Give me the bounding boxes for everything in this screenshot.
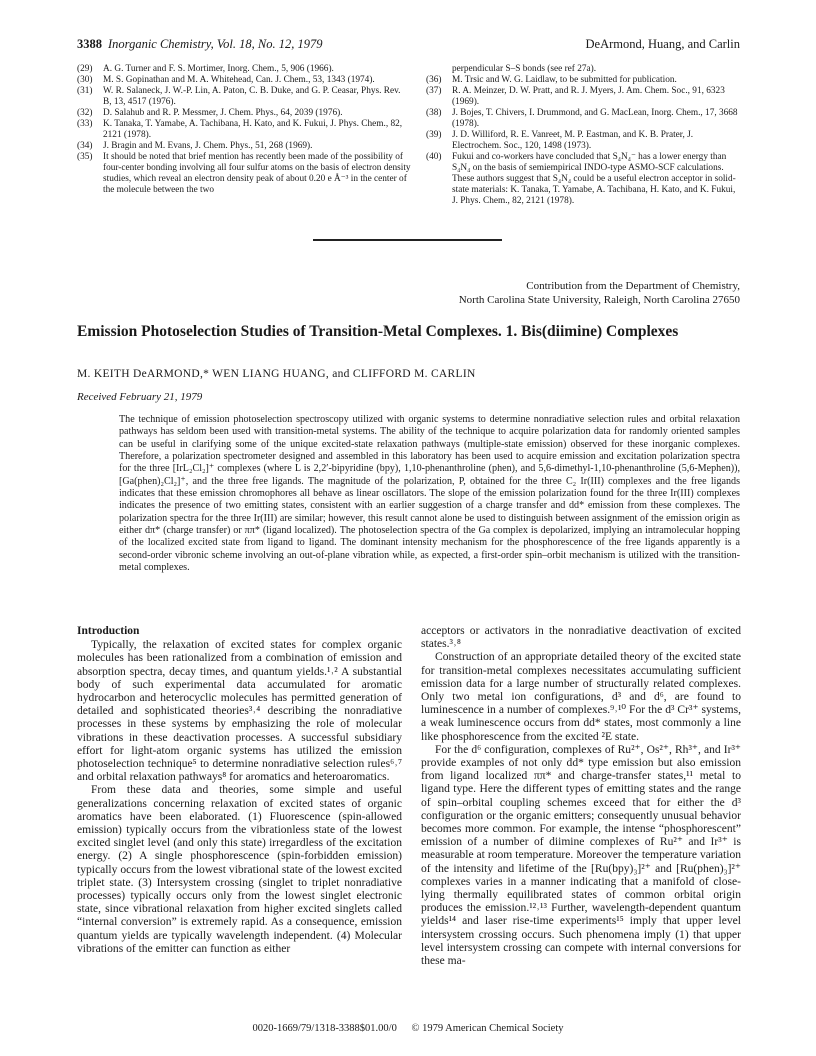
reference-item: (34) J. Bragin and M. Evans, J. Chem. Phys., 51, 268 (1969). bbox=[77, 141, 313, 151]
article-title: Emission Photoselection Studies of Transition-Metal Complexes. 1. Bis(diimine) Complexes bbox=[77, 323, 679, 340]
contribution-affiliation bbox=[459, 279, 740, 307]
body-column-right bbox=[421, 625, 741, 968]
references-left-column bbox=[77, 64, 411, 196]
section-divider bbox=[313, 239, 502, 241]
affiliation-line-2: North Carolina State University, Raleigh, North Carolina 27650 bbox=[458, 294, 740, 306]
running-head-authors: DeArmond, Huang, and Carlin bbox=[585, 37, 740, 51]
reference-item: (33) K. Tanaka, T. Yamabe, A. Tachibana, H. Kato, and K. Fukui, J. Phys. Chem., 82, 2121 (1978). bbox=[77, 119, 403, 140]
copyright-notice: © 1979 American Chemical Society bbox=[411, 1023, 564, 1034]
reference-item: (36) M. Trsic and W. G. Laidlaw, to be submitted for publication. bbox=[426, 75, 677, 85]
reference-item: (30) M. S. Gopinathan and M. A. Whitehead, Can. J. Chem., 53, 1343 (1974). bbox=[77, 75, 375, 85]
reference-item: (39) J. D. Williford, R. E. Vanreet, M. P. Eastman, and K. B. Prater, J. Electrochem. Soc., 120, 1498 (1973). bbox=[426, 130, 694, 151]
reference-item: (40) Fukui and co-workers have concluded that S₄N₄⁻ has a lower energy than S₄N₄ on the basis of semiempirical INDO-type ASMO-SCF calculations. These authors suggest that S₄N₄ could be a useful electron acceptor in solid-state materials: K. Tanaka, T. Yamabe, A. Tachibana, H. Kato, and K. Fukui, J. Phys. Chem., 82, 2121 (1978). bbox=[426, 152, 736, 206]
reference-item: (37) R. A. Meinzer, D. W. Pratt, and R. J. Myers, J. Am. Chem. Soc., 91, 6323 (1969). bbox=[426, 86, 725, 107]
abstract: The technique of emission photoselection spectroscopy utilized with organic systems to determine nonradiative selection rules and orbital relaxation pathways has seldom been used with transition-metal systems. The ability of the technique to acquire polarization data for randomly oriented samples can be useful in clarifying some of the unique excited-state relaxation pathways (multiple-state emission) observed for these inorganic complexes. Therefore, a polarization spectrometer designed and assembled in this laboratory has been used to acquire emission and excitation polarization spectra for the three [IrL₂Cl₂]⁺ complexes (where L is 2,2′-bipyridine (bpy), 1,10-phenanthroline (phen), and 5,6-dimethyl-1,10-phenanthroline (5,6-Mephen)), [Ga(phen)₂Cl₂]⁺, and the three free ligands. The magnitude of the polarization, P, obtained for the three C₂ Ir(III) complexes and the free ligands indicates that these emission chromophores all behave as linear oscillators. The slope of the emission polarization found for the three Ir(III) complexes indicates the presence of two emitting states, consistent with an earlier suggestion of a charge transfer and dd* emission from these complexes. The polarization spectra for the three Ir(III) are similar; however, this result cannot alone be used to distinguish between assignment of the emission origin as either dπ* (charge transfer) or ππ* (ligand localized). The photoselection spectra of the Ga complex is depolarized, implying an intramolecular hopping of the localized excited state from ligand to ligand. The dominant intensity mechanism for the phosphorescence of the free ligands apparently is a second-order vibronic scheme involving an out-of-plane vibration while, as expected, a first-order spin–orbit mechanism is utilized with the transition-metal complexes. bbox=[119, 414, 740, 574]
page-number: 3388 bbox=[77, 37, 102, 51]
received-date: Received February 21, 1979 bbox=[77, 391, 203, 403]
reference-item: (29) A. G. Turner and F. S. Mortimer, Inorg. Chem., 5, 906 (1966). bbox=[77, 64, 334, 74]
article-authors: M. KEITH DeARMOND,* WEN LIANG HUANG, and CLIFFORD M. CARLIN bbox=[77, 368, 476, 380]
body-paragraph: From these data and theories, some simple and useful generalizations concerning relaxation of excited states of organic aromatics have been elaborated. (1) Fluorescence (spin-allowed emission) typically occurs from the vibrationless state of the lowest excited singlet level (and only this state) irregardless of the excitation energy. (2) A single phosphorescence (spin-forbidden emission) typically occurs from the lowest vibrational state of the lowest excited triplet state. (3) Intersystem crossing (singlet to triplet nonradiative processes) typically occurs only from the lowest singlet electronic state, since vibrational relaxation from higher excited singlets called “internal conversion” is extremely rapid. As a consequence, emission quantum yields are typically wavelength independent. (4) Molecular vibrations of the emitter can function as either bbox=[77, 784, 402, 955]
body-paragraph: Construction of an appropriate detailed theory of the excited state for transition-metal complexes necessitates accumulating sufficient emission data for a large number of structurally related complexes. Only two metal ion configurations, d³ and d⁶, are found to luminescence in a number of complexes.⁹˒¹⁰ For the d³ Cr³⁺ systems, a weak luminescence occurs from dd* states, most commonly a line like phosphorescence from the excited ²E state. bbox=[421, 651, 741, 743]
body-paragraph: For the d⁶ configuration, complexes of Ru²⁺, Os²⁺, Rh³⁺, and Ir³⁺ provide examples of not only dd* type emission but also emission from ligand localized ππ* and charge-transfer states,¹¹ metal to ligand type. Here the different types of emitting states and the range of spin–orbital coupling schemes exceed that for either the d³ configuration or the organic emitters; consequently unusual behavior becomes more common. For example, the intense “phosphorescent” emission of a number of diimine complexes of Ru²⁺ and Ir³⁺ is measurable at room temperature. Moreover the temperature variation of the intensity and lifetime of the [Ru(bpy)₃]²⁺ and [Ru(phen)₃]²⁺ complexes varies in a manner indicating that a manifold of close-lying thermally equilibrated states of common orbital origin produces the emission.¹²˒¹³ Further, wavelength-dependent quantum yields¹⁴ and laser rise-time experiments¹⁵ imply that upper level intersystem crossing occurs. Such phenomena imply (1) that upper level intersystem crossing can compete with internal conversions for these ma- bbox=[421, 743, 741, 968]
body-column-left bbox=[77, 625, 402, 956]
reference-item: (35) It should be noted that brief mention has recently been made of the possibility of four-center bonding involving all four sulfur atoms on the basis of electron density studies, which reveal an electron density peak of about 0.20 e Å⁻³ in the center of the molecule between the two bbox=[77, 152, 411, 195]
reference-item: (38) J. Bojes, T. Chivers, I. Drummond, and G. MacLean, Inorg. Chem., 17, 3668 (1978). bbox=[426, 108, 738, 129]
article-code: 0020-1669/79/1318-3388$01.00/0 bbox=[252, 1023, 397, 1034]
reference-item: (31) W. R. Salaneck, J. W.-P. Lin, A. Paton, C. B. Duke, and G. P. Ceasar, Phys. Rev. B, 13, 4517 (1976). bbox=[77, 86, 401, 107]
reference-item: perpendicular S–S bonds (see ref 27a). bbox=[452, 64, 597, 74]
body-paragraph: acceptors or activators in the nonradiative deactivation of excited states.³˒⁸ bbox=[421, 625, 741, 651]
body-paragraph: Typically, the relaxation of excited states for complex organic molecules has been rationalized from a combination of emission and absorption spectra, decay times, and quantum yields.¹˒² A substantial body of such experimental data accumulated for aromatic hydrocarbon and heterocyclic molecules has permitted generation of detailed and sophisticated theories³˒⁴ describing the nonradiative processes in these systems by emphasizing the role of molecular vibrations in these deactivation processes. A successful subsidiary effort for light-atom organic systems has utilized the emission photoselection technique⁵ to determine nonradiative selection rules⁶˒⁷ and orbital relaxation pathways⁸ for aromatics and heteroaromatics. bbox=[77, 639, 402, 784]
affiliation-line-1: Contribution from the Department of Chemistry, bbox=[526, 280, 740, 292]
journal-citation: Inorganic Chemistry, Vol. 18, No. 12, 1979 bbox=[108, 37, 323, 51]
section-heading: Introduction bbox=[77, 625, 140, 637]
references-right-column bbox=[426, 64, 740, 207]
running-head bbox=[77, 37, 740, 55]
reference-item: (32) D. Salahub and R. P. Messmer, J. Chem. Phys., 64, 2039 (1976). bbox=[77, 108, 343, 118]
page-footer bbox=[0, 1023, 816, 1034]
